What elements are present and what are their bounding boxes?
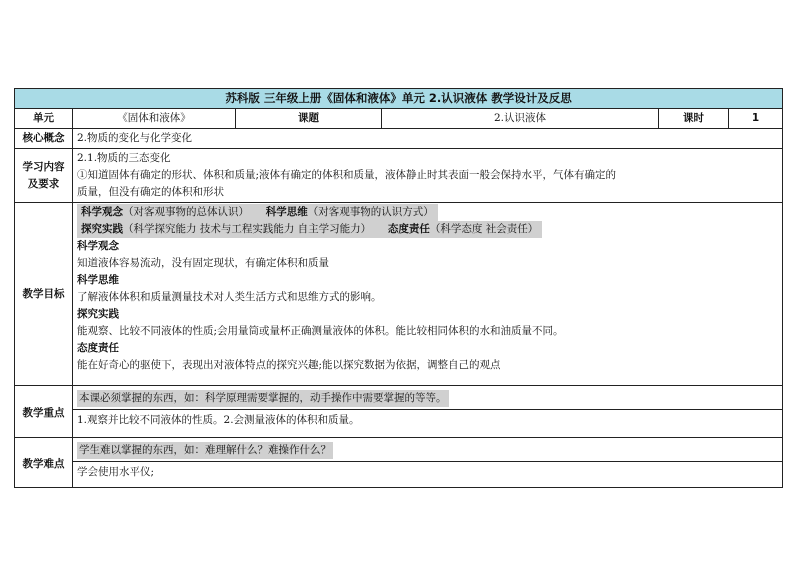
learning-req-label-line2: 及要求: [27, 177, 60, 190]
goal-section-title-concept: 科学观念: [77, 240, 119, 252]
focus-hint: 本课必须掌握的东西，如：科学原理需要掌握的，动手操作中需要掌握的等等。: [77, 390, 449, 407]
topic-label: 课题: [236, 109, 382, 129]
hint-science-concept-text: （对客观事物的总体认识）: [123, 206, 249, 218]
goal-section-text-thinking: 了解液体体积和质量测量技术对人类生活方式和思维方式的影响。: [77, 291, 382, 303]
difficulty-label: 教学难点: [15, 438, 73, 488]
hint-inquiry-text: （科学探究能力 技术与工程实践能力 自主学习能力）: [123, 223, 372, 235]
focus-content: [73, 386, 783, 438]
document-title: 苏科版 三年级上册《固体和液体》单元 2.认识液体 教学设计及反思: [15, 89, 783, 109]
hint-science-thinking-text: （对客观事物的认识方式）: [307, 206, 434, 218]
goal-section-title-thinking: 科学思维: [77, 274, 119, 286]
goal-section-text-concept: 知道液体容易流动，没有固定现状，有确定体积和质量: [77, 257, 329, 269]
goals-content: [73, 203, 783, 386]
learning-req-content: [73, 149, 783, 203]
focus-text: 1.观察并比较不同液体的性质。2.会测量液体的体积和质量。: [73, 409, 782, 429]
learning-req-label: [15, 149, 73, 203]
goal-section-title-inquiry: 探究实践: [77, 308, 119, 320]
difficulty-text: 学会使用水平仪;: [73, 461, 782, 481]
core-concept-label: 核心概念: [15, 129, 73, 149]
unit-label: 单元: [15, 109, 73, 129]
hint-science-thinking-title: 科学思维: [265, 206, 308, 218]
hint-attitude-title: 态度责任: [387, 223, 430, 235]
difficulty-content: [73, 438, 783, 488]
goals-label: 教学目标: [15, 203, 73, 386]
goal-section-text-inquiry: 能观察、比较不同液体的性质;会用量筒或量杯正确测量液体的体积。能比较相同体积的水和油质量不同。: [77, 325, 564, 337]
goals-hint-row1: [77, 204, 438, 221]
goals-hint-row2: [77, 221, 542, 238]
unit-value: 《固体和液体》: [73, 109, 236, 129]
difficulty-hint: 学生难以掌握的东西，如：难理解什么？难操作什么？: [77, 442, 333, 459]
goal-section-title-attitude: 态度责任: [77, 342, 119, 354]
topic-value: 2.认识液体: [382, 109, 659, 129]
hours-value: 1: [729, 109, 783, 129]
learning-req-line1: 2.1.物质的三态变化: [77, 152, 171, 164]
learning-req-line2: ①知道固体有确定的形状、体积和质量;液体有确定的体积和质量，液体静止时其表面一般会保持水平，气体有确定的: [77, 169, 617, 181]
hint-inquiry-title: 探究实践: [81, 223, 123, 235]
goal-section-text-attitude: 能在好奇心的驱使下，表现出对液体特点的探究兴趣;能以探究数据为依据，调整自己的观点: [77, 359, 501, 371]
learning-req-line3: 质量，但没有确定的体积和形状: [77, 186, 224, 198]
learning-req-label-line1: 学习内容: [22, 160, 65, 173]
hint-attitude-text: （科学态度 社会责任）: [429, 223, 539, 235]
focus-label: 教学重点: [15, 386, 73, 438]
hint-science-concept-title: 科学观念: [81, 206, 123, 218]
lesson-plan-table: [14, 88, 783, 488]
hours-label: 课时: [659, 109, 729, 129]
core-concept-value: 2.物质的变化与化学变化: [73, 129, 783, 149]
